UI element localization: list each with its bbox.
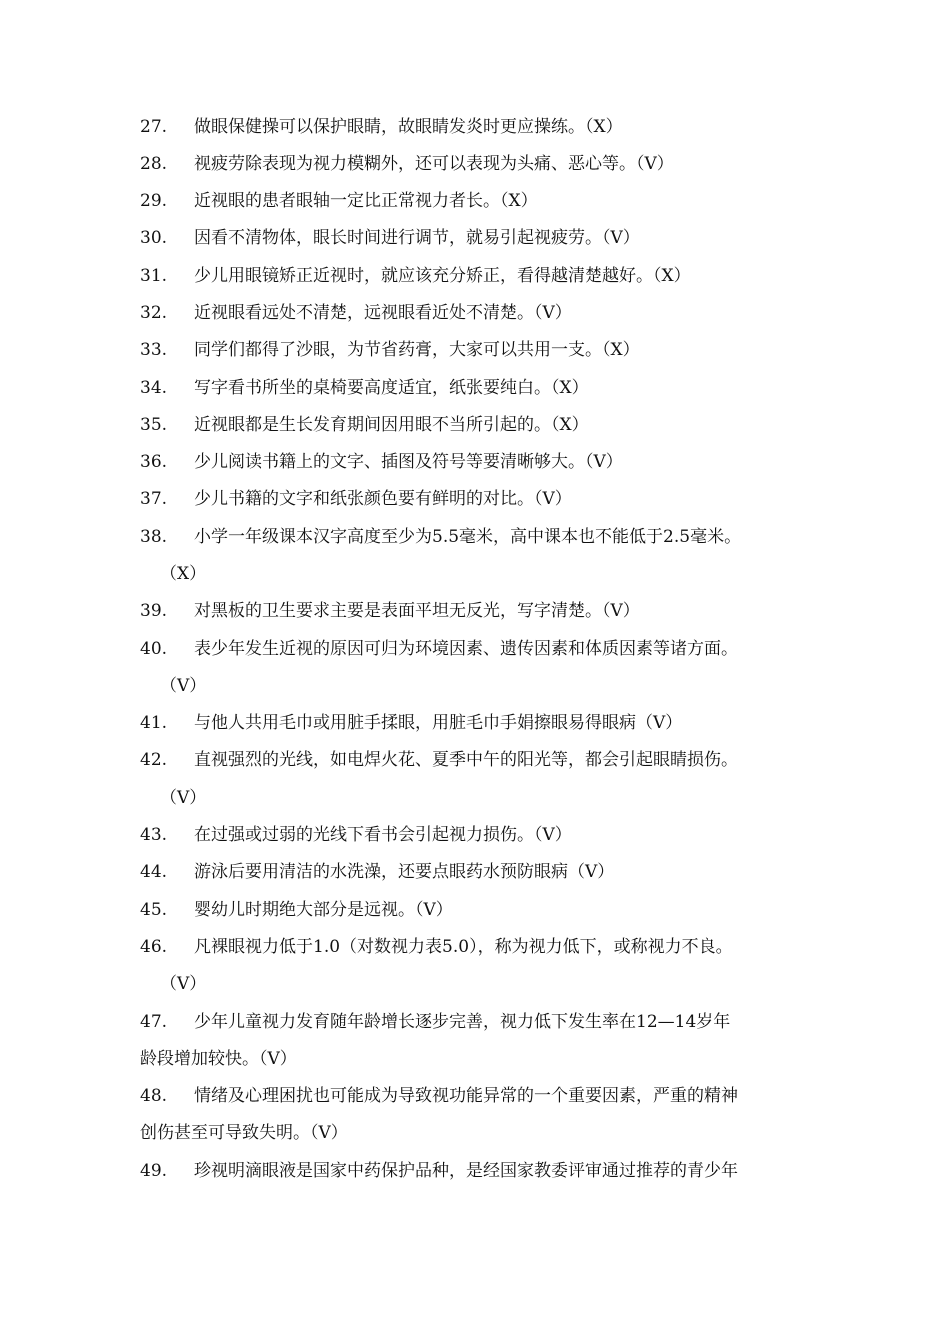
list-item [140, 370, 830, 407]
list-item [140, 1078, 830, 1115]
item-number: 40. [140, 639, 168, 659]
list-item [140, 332, 830, 369]
list-item [140, 854, 830, 891]
list-item-continuation: 创伤甚至可导致失明。（V） [140, 1123, 348, 1143]
list-item [140, 295, 830, 332]
item-text: 情绪及心理困扰也可能成为导致视功能异常的一个重要因素，严重的精神 [194, 1086, 738, 1106]
item-number: 28. [140, 154, 168, 174]
list-item [140, 146, 830, 183]
item-text: 表少年发生近视的原因可归为环境因素、遗传因素和体质因素等诸方面。 [194, 639, 738, 659]
item-text: 写字看书所坐的桌椅要高度适宜，纸张要纯白。（X） [194, 378, 589, 398]
item-text: 近视眼都是生长发育期间因用眼不当所引起的。（X） [194, 415, 589, 435]
item-number: 32. [140, 303, 168, 323]
list-item [140, 817, 830, 854]
list-item [140, 1153, 830, 1190]
list-item-continuation: （V） [160, 676, 207, 696]
list-item [140, 220, 830, 257]
list-item [140, 892, 830, 929]
item-number: 33. [140, 340, 168, 360]
item-text: 少年儿童视力发育随年龄增长逐步完善，视力低下发生率在12—14岁年 [194, 1012, 731, 1032]
item-text: 少儿阅读书籍上的文字、插图及符号等要清晰够大。（V） [194, 452, 623, 472]
list-item [140, 444, 830, 481]
item-number: 38. [140, 527, 168, 547]
item-number: 35. [140, 415, 168, 435]
list-item [140, 929, 830, 966]
list-item [140, 109, 830, 146]
item-text: 在过强或过弱的光线下看书会引起视力损伤。（V） [194, 825, 572, 845]
item-text: 同学们都得了沙眼，为节省药膏，大家可以共用一支。（X） [194, 340, 640, 360]
list-item [140, 705, 830, 742]
list-item [140, 519, 830, 556]
item-number: 46. [140, 937, 168, 957]
item-number: 36. [140, 452, 168, 472]
item-text: 游泳后要用清洁的水洗澡，还要点眼药水预防眼病（V） [194, 862, 615, 882]
item-number: 49. [140, 1161, 168, 1181]
item-text: 因看不清物体，眼长时间进行调节，就易引起视疲劳。（V） [194, 228, 640, 248]
list-item-continuation: （V） [160, 788, 207, 808]
item-number: 31. [140, 266, 168, 286]
item-number: 41. [140, 713, 168, 733]
item-number: 44. [140, 862, 168, 882]
item-number: 42. [140, 750, 168, 770]
item-number: 48. [140, 1086, 168, 1106]
list-item [140, 631, 830, 668]
item-number: 30. [140, 228, 168, 248]
list-item-continuation: （V） [160, 974, 207, 994]
item-text: 少儿用眼镜矫正近视时，就应该充分矫正，看得越清楚越好。（X） [194, 266, 691, 286]
list-item [140, 407, 830, 444]
item-number: 47. [140, 1012, 168, 1032]
list-item [140, 742, 830, 779]
item-number: 37. [140, 489, 168, 509]
item-number: 34. [140, 378, 168, 398]
item-number: 29. [140, 191, 168, 211]
item-text: 小学一年级课本汉字高度至少为5.5毫米，高中课本也不能低于2.5毫米。 [194, 527, 742, 547]
list-item-continuation: 龄段增加较快。（V） [140, 1049, 297, 1069]
item-text: 做眼保健操可以保护眼睛，故眼睛发炎时更应操练。（X） [194, 117, 623, 137]
item-text: 直视强烈的光线，如电焊火花、夏季中午的阳光等，都会引起眼睛损伤。 [194, 750, 738, 770]
item-text: 珍视明滴眼液是国家中药保护品种，是经国家教委评审通过推荐的青少年 [194, 1161, 738, 1181]
item-text: 婴幼儿时期绝大部分是远视。（V） [194, 900, 453, 920]
item-text: 视疲劳除表现为视力模糊外，还可以表现为头痛、恶心等。（V） [194, 154, 674, 174]
list-item [140, 593, 830, 630]
list-item [140, 481, 830, 518]
item-number: 43. [140, 825, 168, 845]
item-number: 27. [140, 117, 168, 137]
list-item [140, 258, 830, 295]
item-number: 45. [140, 900, 168, 920]
list-item-continuation: （X） [160, 564, 207, 584]
list-item [140, 183, 830, 220]
item-text: 与他人共用毛巾或用脏手揉眼，用脏毛巾手娟擦眼易得眼病（V） [194, 713, 683, 733]
item-text: 少儿书籍的文字和纸张颜色要有鲜明的对比。（V） [194, 489, 572, 509]
item-text: 对黑板的卫生要求主要是表面平坦无反光，写字清楚。（V） [194, 601, 640, 621]
item-text: 近视眼看远处不清楚，远视眼看近处不清楚。（V） [194, 303, 572, 323]
item-text: 近视眼的患者眼轴一定比正常视力者长。（X） [194, 191, 538, 211]
list-item [140, 1004, 830, 1041]
item-number: 39. [140, 601, 168, 621]
item-text: 凡裸眼视力低于1.0（对数视力表5.0），称为视力低下，或称视力不良。 [194, 937, 733, 957]
